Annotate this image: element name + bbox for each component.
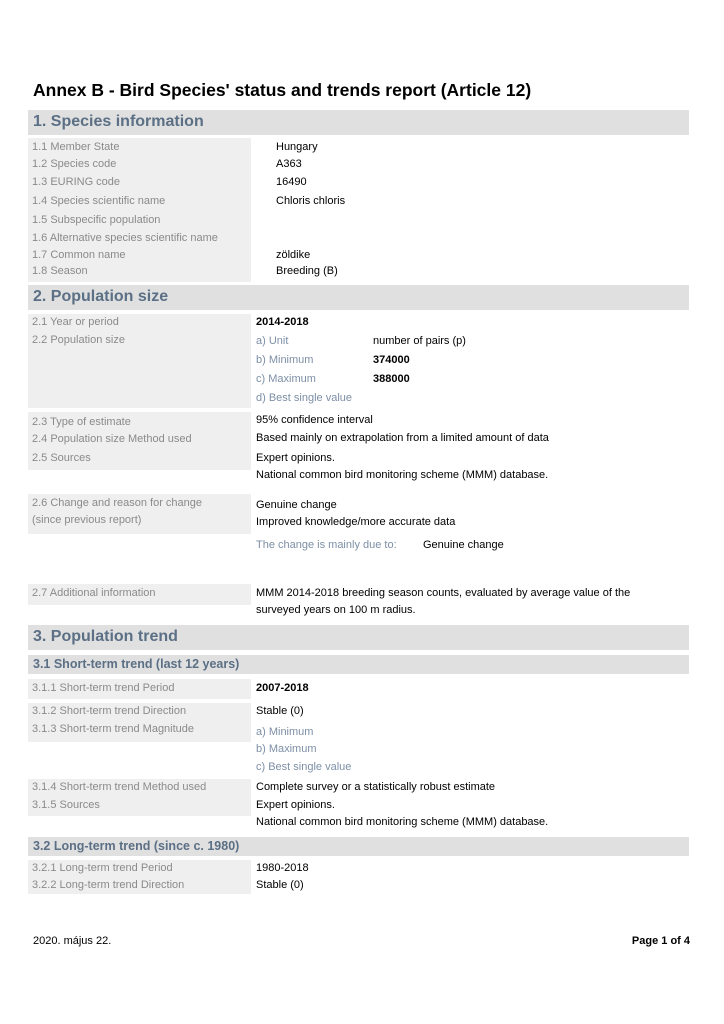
subsection-heading: 3.1 Short-term trend (last 12 years) — [33, 657, 240, 671]
subsection-header-long-term — [28, 837, 689, 856]
field-label: 2.7 Additional information — [32, 587, 156, 599]
field-label: 2.3 Type of estimate — [32, 416, 131, 428]
field-sublabel: c) Maximum — [256, 373, 316, 385]
field-label: 1.3 EURING code — [32, 176, 121, 188]
field-value: 388000 — [373, 373, 410, 385]
field-label: 3.2.2 Long-term trend Direction — [32, 879, 185, 891]
field-value: 2014-2018 — [256, 316, 309, 328]
field-sublabel: a) Unit — [256, 335, 289, 347]
field-value: Genuine change — [256, 499, 337, 511]
field-label: 3.1.4 Short-term trend Method used — [32, 781, 207, 793]
field-value: Stable (0) — [256, 879, 304, 891]
field-sublabel: a) Minimum — [256, 726, 314, 738]
section-header-population-size — [28, 285, 689, 310]
footer-date: 2020. május 22. — [33, 935, 112, 947]
field-label: (since previous report) — [32, 514, 142, 526]
field-value: Expert opinions. — [256, 452, 335, 464]
field-label: 2.2 Population size — [32, 334, 125, 346]
field-label: 1.5 Subspecific population — [32, 214, 161, 226]
field-label: 1.8 Season — [32, 265, 88, 277]
field-value: National common bird monitoring scheme (MMM) database. — [256, 469, 549, 481]
page-number: Page 1 of 4 — [631, 935, 690, 947]
field-value: 16490 — [276, 176, 307, 188]
field-sublabel: c) Best single value — [256, 761, 352, 773]
field-label: 3.2.1 Long-term trend Period — [32, 862, 173, 874]
section-header-population-trend — [28, 625, 689, 650]
page-title: Annex B - Bird Species' status and trends report (Article 12) — [33, 80, 532, 100]
field-value: Expert opinions. — [256, 799, 335, 811]
field-sublabel: The change is mainly due to: — [256, 539, 397, 551]
field-value: National common bird monitoring scheme (MMM) database. — [256, 816, 549, 828]
field-label: 1.1 Member State — [32, 141, 120, 153]
subsection-header-short-term — [28, 655, 689, 674]
field-sublabel: d) Best single value — [256, 392, 352, 404]
field-value: number of pairs (p) — [373, 335, 466, 347]
field-label: 2.1 Year or period — [32, 316, 119, 328]
field-value: Complete survey or a statistically robust estimate — [256, 781, 496, 793]
field-value: A363 — [276, 158, 302, 170]
field-label: 2.4 Population size Method used — [32, 433, 192, 445]
field-label: 1.7 Common name — [32, 249, 126, 261]
field-label: 3.1.2 Short-term trend Direction — [32, 705, 187, 717]
field-value: zöldike — [276, 249, 311, 261]
field-value: 1980-2018 — [256, 862, 309, 874]
field-label: 2.6 Change and reason for change — [32, 497, 203, 509]
field-label: 1.6 Alternative species scientific name — [32, 232, 218, 244]
field-value: Breeding (B) — [276, 265, 338, 277]
field-label: 1.2 Species code — [32, 158, 117, 170]
field-sublabel: b) Minimum — [256, 354, 314, 366]
field-value: 95% confidence interval — [256, 414, 373, 426]
section-heading: 3. Population trend — [33, 628, 178, 645]
field-value: 374000 — [373, 354, 410, 366]
field-value: Stable (0) — [256, 705, 304, 717]
field-value: MMM 2014-2018 breeding season counts, evaluated by average value of the — [256, 587, 631, 599]
field-value: Hungary — [276, 141, 318, 153]
field-value: 2007-2018 — [256, 682, 309, 694]
field-value: Genuine change — [423, 539, 504, 551]
field-label: 3.1.3 Short-term trend Magnitude — [32, 723, 195, 735]
field-value: Improved knowledge/more accurate data — [256, 516, 456, 528]
field-value: Based mainly on extrapolation from a limited amount of data — [256, 432, 549, 444]
field-label: 2.5 Sources — [32, 452, 91, 464]
field-label: 3.1.1 Short-term trend Period — [32, 682, 175, 694]
section-header-species-information — [28, 110, 689, 135]
section-heading: 1. Species information — [33, 113, 204, 130]
subsection-heading: 3.2 Long-term trend (since c. 1980) — [33, 839, 240, 853]
section-heading: 2. Population size — [33, 288, 169, 305]
field-value: surveyed years on 100 m radius. — [256, 604, 416, 616]
field-value: Chloris chloris — [276, 195, 346, 207]
field-label: 1.4 Species scientific name — [32, 195, 166, 207]
field-sublabel: b) Maximum — [256, 743, 317, 755]
field-label: 3.1.5 Sources — [32, 799, 100, 811]
label-column-background — [28, 314, 251, 408]
